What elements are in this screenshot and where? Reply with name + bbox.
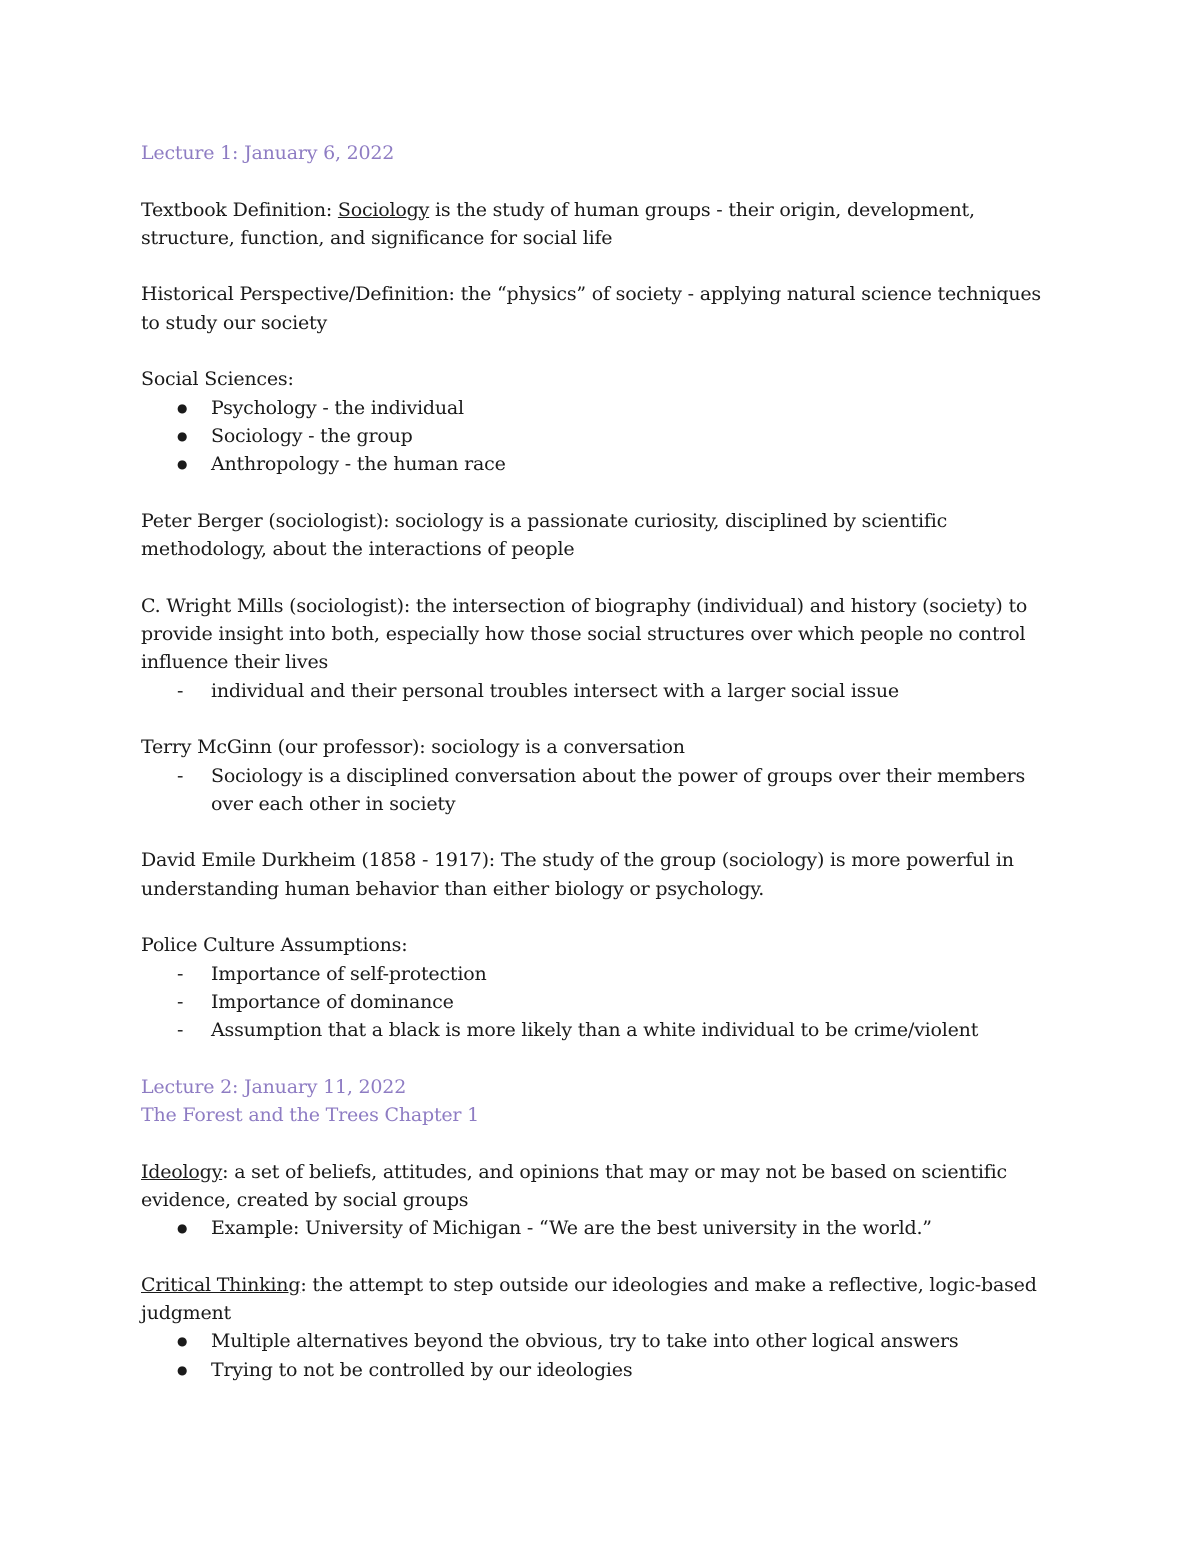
list-item: ● Example: University of Michigan - “We are the best university in the world.”: [141, 1214, 1061, 1242]
ideology-definition: [141, 1158, 1061, 1215]
mills-list: [141, 677, 1061, 705]
mills-definition: C. Wright Mills (sociologist): the intersection of biography (individual) and history (society) to provide insight into both, especially how those social structures over which people no control influence their lives: [141, 594, 1028, 674]
social-sciences-list: [141, 394, 1061, 479]
historical-definition: Historical Perspective/Definition: the “physics” of society - applying natural science techniques to study our society: [141, 283, 1041, 334]
list-item: ● Psychology - the individual: [141, 394, 1061, 422]
critical-thinking-term: Critical Thinking: [141, 1273, 301, 1296]
durkheim-definition: David Emile Durkheim (1858 - 1917): The study of the group (sociology) is more powerful in understanding human behavior than either biology or psychology.: [141, 849, 1014, 900]
list-item: - Importance of self-protection: [141, 960, 1061, 988]
ideology-term: Ideology: [141, 1160, 223, 1183]
list-item: ● Sociology - the group: [141, 422, 1061, 450]
list-item: - Importance of dominance: [141, 988, 1061, 1016]
document-page: [141, 139, 1061, 1384]
berger-definition: Peter Berger (sociologist): sociology is a passionate curiosity, disciplined by scientific methodology, about the interactions of people: [141, 509, 948, 561]
list-item: ● Anthropology - the human race: [141, 450, 1061, 478]
textbook-definition-text: is the study of human groups - their origin, development, structure, function, and significance for social life: [141, 198, 975, 249]
ideology-list: [141, 1214, 1061, 1242]
list-item: - Assumption that a black is more likely than a white individual to be crime/violent: [141, 1016, 1061, 1044]
list-item: - individual and their personal troubles intersect with a larger social issue: [141, 677, 1061, 705]
list-item: ● Multiple alternatives beyond the obvious, try to take into other logical answers: [141, 1327, 1061, 1355]
list-item: ● Trying to not be controlled by our ideologies: [141, 1356, 1061, 1384]
lecture-2-heading: Lecture 2: January 11, 2022: [141, 1075, 407, 1098]
list-item: - Sociology is a disciplined conversation about the power of groups over their members over each other in society: [141, 762, 1061, 819]
ideology-definition-text: : a set of beliefs, attitudes, and opinions that may or may not be based on scientific evidence, created by social groups: [141, 1160, 1007, 1211]
police-culture-label: Police Culture Assumptions:: [141, 934, 408, 957]
mcginn-list: [141, 762, 1061, 819]
social-sciences-label: Social Sciences:: [141, 368, 294, 391]
mcginn-definition: Terry McGinn (our professor): sociology is a conversation: [141, 736, 685, 759]
textbook-definition-prefix: Textbook Definition:: [141, 198, 338, 221]
lecture-2-subheading: The Forest and the Trees Chapter 1: [141, 1104, 480, 1127]
lecture-1-heading: Lecture 1: January 6, 2022: [141, 142, 395, 164]
police-culture-list: [141, 960, 1061, 1045]
critical-thinking-definition: [141, 1271, 1061, 1328]
textbook-definition: [141, 196, 1061, 253]
critical-thinking-definition-text: : the attempt to step outside our ideologies and make a reflective, logic-based judgment: [141, 1273, 1037, 1325]
sociology-term: Sociology: [337, 198, 430, 221]
critical-thinking-list: [141, 1327, 1061, 1384]
